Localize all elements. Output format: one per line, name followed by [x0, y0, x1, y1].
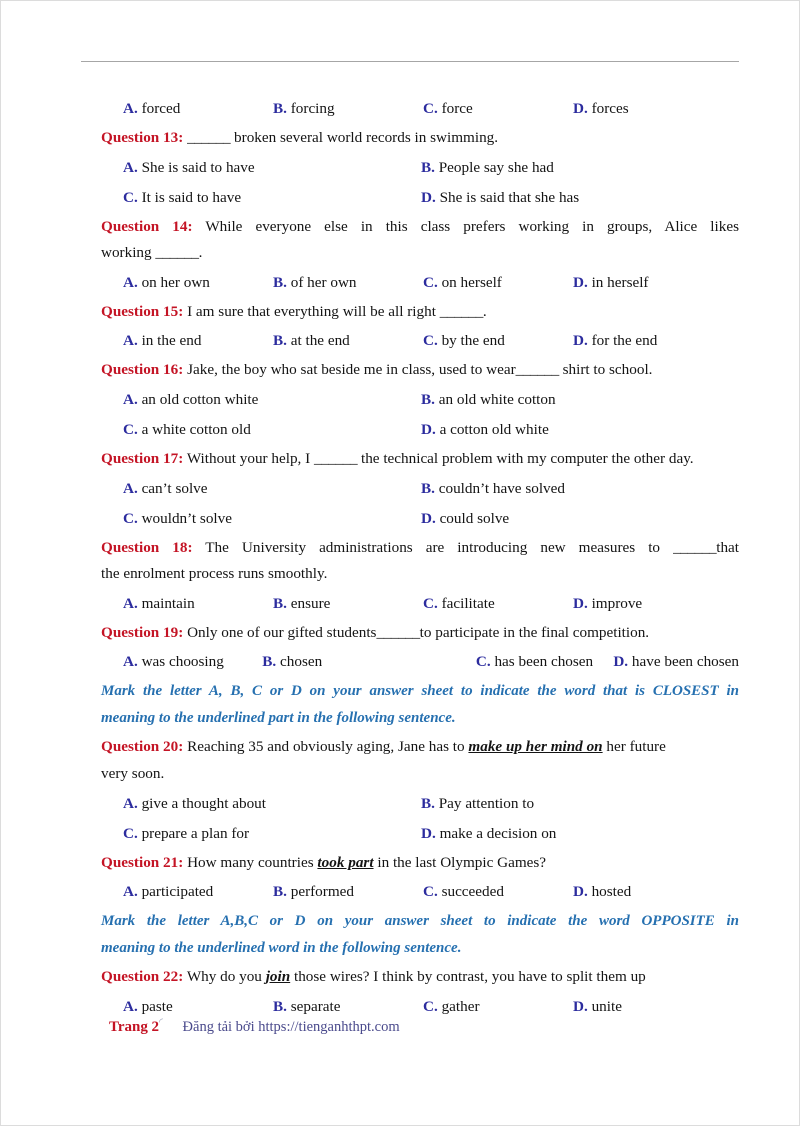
answer-blank: ______ [673, 538, 717, 556]
question-label: Question 22: [101, 968, 184, 986]
question-20-stem [101, 734, 739, 787]
underlined-phrase: took part [317, 853, 374, 871]
answer-blank: ______ [155, 244, 199, 262]
option-c[interactable] [476, 648, 613, 675]
option-c[interactable] [123, 184, 421, 211]
option-text: unite [591, 997, 622, 1015]
question-text-end: . [482, 302, 487, 320]
option-text: on her own [141, 273, 210, 291]
option-letter: B. [421, 479, 435, 497]
question-text: Only one of our gifted students [187, 623, 377, 641]
option-c[interactable] [423, 327, 573, 354]
question-text-end: . [198, 244, 203, 262]
option-b[interactable] [273, 269, 423, 296]
option-letter: B. [421, 794, 435, 812]
answer-blank: ______ [439, 302, 483, 320]
option-text: give a thought about [141, 794, 266, 812]
option-text: wouldn’t solve [141, 509, 232, 527]
option-row [101, 878, 739, 905]
option-letter: D. [421, 824, 436, 842]
question-14-stem [101, 214, 739, 267]
question-19-stem [101, 620, 739, 647]
option-d[interactable] [573, 993, 622, 1020]
option-c[interactable] [423, 95, 573, 122]
option-row [101, 790, 739, 817]
option-letter: C. [423, 273, 438, 291]
option-text: forced [141, 100, 181, 117]
option-b[interactable] [421, 154, 554, 181]
option-text: She is said to have [141, 158, 255, 176]
answer-blank: ______ [376, 623, 420, 641]
question-text-tail: that [716, 538, 740, 556]
credit-text: Đăng tải bởi https://tienganhthpt.com [182, 1018, 400, 1035]
option-row [101, 327, 739, 354]
option-b[interactable] [421, 386, 556, 413]
option-text: It is said to have [141, 188, 242, 206]
option-letter: C. [123, 188, 138, 206]
option-text: maintain [141, 594, 195, 612]
option-text: of her own [290, 273, 357, 291]
instruction-line-2: meaning to the underlined part in the following sentence. [101, 710, 456, 727]
question-text-tail: her future [602, 738, 666, 756]
option-letter: A. [123, 158, 138, 176]
question-16-stem [101, 357, 739, 384]
question-label: Question 18: [101, 538, 193, 556]
question-text-cont: very soon. [101, 764, 165, 782]
option-letter: C. [123, 509, 138, 527]
option-letter: C. [423, 100, 438, 117]
question-text-cont: the enrolment process runs smoothly. [101, 565, 328, 583]
question-text-end: to participate in the final competition. [419, 623, 650, 641]
option-d[interactable] [421, 505, 509, 532]
option-text: succeeded [441, 883, 504, 901]
option-text: make a decision on [439, 824, 557, 842]
option-row [101, 505, 739, 532]
question-text: The University administrations are introducing new measures to [205, 538, 674, 556]
underlined-phrase: join [265, 968, 291, 986]
option-letter: B. [273, 273, 287, 291]
option-letter: C. [423, 332, 438, 350]
question-label: Question 19: [101, 623, 184, 641]
option-d[interactable] [573, 269, 649, 296]
option-d[interactable] [421, 820, 556, 847]
option-text: a white cotton old [141, 420, 251, 438]
option-letter: A. [123, 479, 138, 497]
option-a[interactable] [123, 327, 273, 354]
option-text: ensure [290, 594, 331, 612]
option-a[interactable] [123, 95, 273, 122]
question-text: I am sure that everything will be all right [187, 302, 440, 320]
option-a[interactable] [123, 790, 421, 817]
option-letter: A. [123, 390, 138, 408]
option-text: improve [591, 594, 643, 612]
option-b[interactable] [273, 327, 423, 354]
option-letter: A. [123, 332, 138, 350]
option-text: facilitate [441, 594, 495, 612]
option-letter: C. [423, 997, 438, 1015]
page-number: 2 [151, 1018, 160, 1035]
question-text-end: shirt to school. [558, 361, 653, 379]
option-letter: C. [423, 594, 438, 612]
option-c[interactable] [123, 416, 421, 443]
footnote-mark: ◜ [159, 1017, 163, 1028]
option-letter: A. [123, 794, 138, 812]
option-text: a cotton old white [439, 420, 549, 438]
option-c[interactable] [423, 878, 573, 905]
option-c[interactable] [123, 505, 421, 532]
option-text: can’t solve [141, 479, 208, 497]
question-text: While everyone else in this class prefers working in groups, Alice likes [205, 217, 739, 235]
question-13-stem [101, 125, 739, 152]
option-letter: D. [573, 332, 588, 350]
option-d[interactable] [573, 878, 631, 905]
option-c[interactable] [423, 269, 573, 296]
option-c[interactable] [423, 590, 573, 617]
option-letter: D. [421, 509, 436, 527]
question-label: Question 20: [101, 738, 184, 756]
option-letter: C. [123, 420, 138, 438]
question-17-stem [101, 446, 739, 473]
question-text: How many countries [187, 853, 318, 871]
option-text: paste [141, 997, 173, 1015]
option-text: forcing [290, 100, 335, 117]
option-letter: C. [423, 883, 438, 901]
option-text: on herself [441, 273, 502, 291]
option-row [101, 154, 739, 181]
option-text: She is said that she has [439, 188, 580, 206]
option-d[interactable] [421, 184, 579, 211]
question-label: Question 21: [101, 853, 184, 871]
option-a[interactable] [123, 590, 273, 617]
option-b[interactable] [421, 475, 565, 502]
question-label: Question 17: [101, 449, 184, 467]
option-text: gather [441, 997, 480, 1015]
question-text: Why do you [186, 968, 266, 986]
option-text: force [441, 100, 473, 117]
option-c[interactable] [123, 820, 421, 847]
option-row [101, 820, 739, 847]
option-text: was choosing [141, 653, 224, 671]
option-letter: D. [573, 100, 588, 117]
instruction-line-1: Mark the letter A,B,C or D on your answer sheet to indicate the word OPPOSITE in [101, 913, 739, 930]
option-letter: D. [421, 420, 436, 438]
question-text-end: the technical problem with my computer the other day. [357, 449, 694, 467]
option-text: forces [591, 100, 629, 117]
option-text: in the end [141, 332, 202, 350]
question-text: Jake, the boy who sat beside me in class, used to wear [187, 361, 516, 379]
option-letter: D. [573, 594, 588, 612]
option-text: performed [290, 883, 354, 901]
option-text: in herself [591, 273, 649, 291]
instruction-line-2: meaning to the underlined word in the following sentence. [101, 940, 462, 957]
question-text: broken several world records in swimming. [230, 129, 499, 146]
option-text: an old cotton white [141, 390, 259, 408]
option-letter: D. [613, 653, 629, 671]
question-15-stem [101, 299, 739, 326]
option-row [101, 95, 739, 122]
question-21-stem [101, 850, 739, 877]
question-18-stem [101, 535, 739, 588]
option-letter: A. [123, 100, 138, 117]
option-a[interactable] [123, 269, 273, 296]
option-text: could solve [439, 509, 510, 527]
option-b[interactable] [273, 590, 423, 617]
option-letter: B. [262, 653, 277, 671]
answer-blank: ______ [515, 361, 559, 379]
option-b[interactable] [421, 790, 534, 817]
option-b[interactable] [262, 648, 476, 675]
option-letter: B. [273, 100, 287, 117]
option-row [101, 269, 739, 296]
option-text: Pay attention to [438, 794, 535, 812]
option-a[interactable] [123, 154, 421, 181]
question-label: Question 13: [101, 129, 184, 146]
option-c[interactable] [423, 993, 573, 1020]
option-row [101, 648, 739, 675]
question-label: Question 16: [101, 361, 184, 379]
question-text-end: in the last Olympic Games? [373, 853, 547, 871]
instruction-line-1: Mark the letter A, B, C or D on your answer sheet to indicate the word that is CLOSEST in [101, 683, 739, 700]
option-letter: B. [421, 158, 435, 176]
question-label: Question 15: [101, 302, 184, 320]
question-text-cont: working [101, 244, 156, 262]
option-letter: B. [421, 390, 435, 408]
instruction-closest-meaning [101, 678, 739, 732]
question-22-stem [101, 964, 739, 991]
option-b[interactable] [273, 878, 423, 905]
option-letter: C. [123, 824, 138, 842]
underlined-phrase: make up her mind on [468, 738, 603, 756]
option-text: at the end [290, 332, 350, 350]
option-letter: A. [123, 653, 138, 671]
option-letter: A. [123, 594, 138, 612]
question-text: Without your help, I [186, 449, 315, 467]
option-letter: B. [273, 332, 287, 350]
question-label: Question 14: [101, 217, 193, 235]
question-text: Reaching 35 and obviously aging, Jane has to [187, 738, 469, 756]
answer-blank: ______ [187, 129, 231, 146]
page-content [101, 61, 739, 1023]
header-divider [81, 61, 739, 62]
option-text: chosen [280, 653, 323, 671]
option-letter: D. [573, 273, 588, 291]
option-text: prepare a plan for [141, 824, 250, 842]
question-text-end: those wires? I think by contrast, you have to split them up [290, 968, 646, 986]
option-letter: D. [421, 188, 436, 206]
option-letter: A. [123, 883, 138, 901]
option-a[interactable] [123, 386, 421, 413]
option-text: has been chosen [494, 653, 594, 671]
option-text: separate [290, 997, 341, 1015]
page-label: Trang [109, 1018, 148, 1035]
answer-blank: ______ [314, 449, 358, 467]
option-text: by the end [441, 332, 505, 350]
option-d[interactable] [573, 327, 657, 354]
option-text: for the end [591, 332, 658, 350]
option-d[interactable] [421, 416, 549, 443]
option-letter: C. [475, 653, 491, 671]
option-letter: D. [573, 883, 588, 901]
option-row [101, 386, 739, 413]
option-letter: A. [123, 273, 138, 291]
option-letter: A. [123, 997, 138, 1015]
option-d[interactable] [573, 590, 642, 617]
option-d[interactable] [613, 648, 739, 675]
option-a[interactable] [123, 878, 273, 905]
page-footer [109, 1013, 400, 1037]
option-text: have been chosen [631, 653, 739, 671]
option-text: hosted [591, 883, 632, 901]
option-letter: B. [273, 883, 287, 901]
option-a[interactable] [123, 648, 262, 675]
option-letter: B. [273, 997, 287, 1015]
instruction-opposite-meaning [101, 908, 739, 962]
option-text: People say she had [438, 158, 554, 176]
option-letter: B. [273, 594, 287, 612]
option-a[interactable] [123, 475, 421, 502]
option-text: an old white cotton [438, 390, 556, 408]
option-row [101, 184, 739, 211]
option-d[interactable] [573, 95, 629, 122]
option-text: participated [141, 883, 214, 901]
option-row [101, 416, 739, 443]
option-text: couldn’t have solved [438, 479, 565, 497]
option-letter: D. [573, 997, 588, 1015]
option-b[interactable] [273, 95, 423, 122]
option-row [101, 590, 739, 617]
option-row [101, 475, 739, 502]
